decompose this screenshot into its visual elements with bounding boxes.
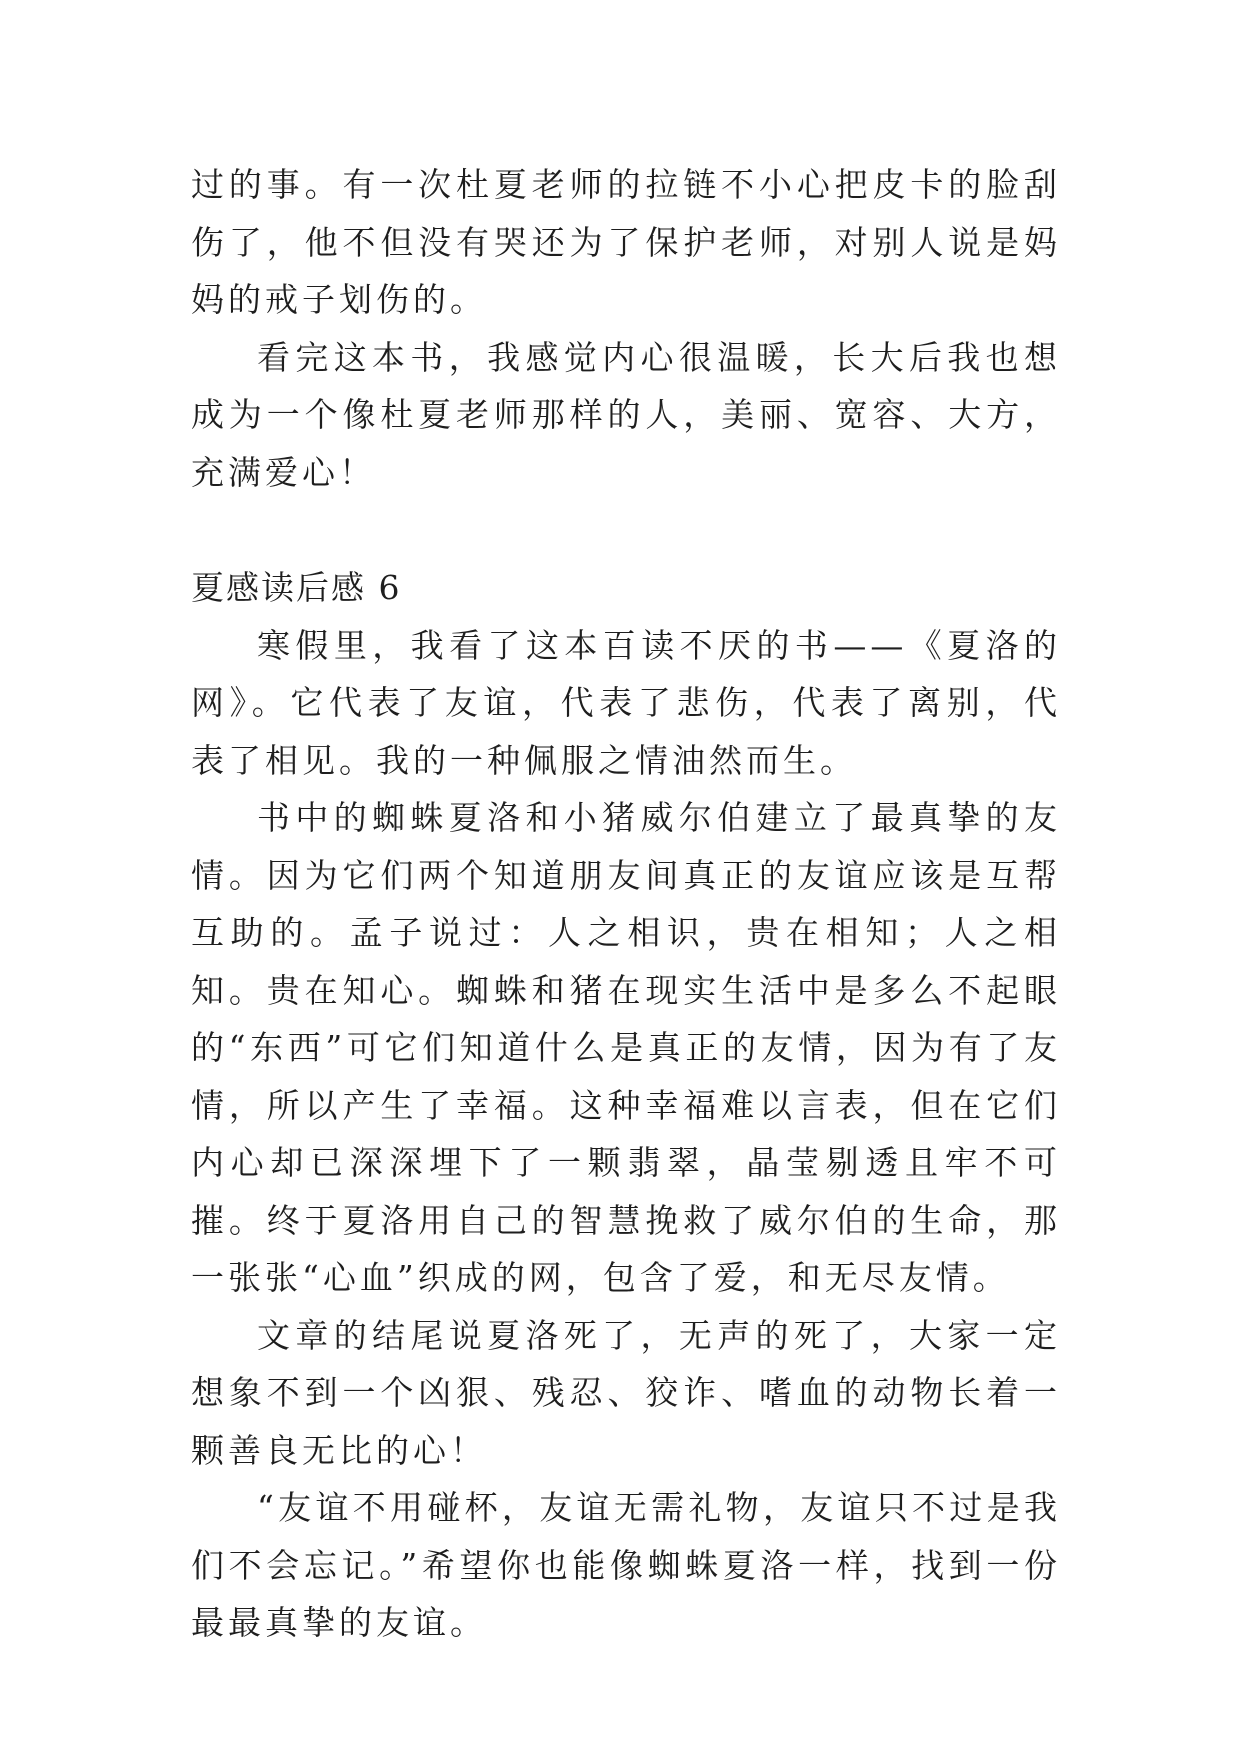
paragraph-quote: “友谊不用碰杯，友谊无需礼物，友谊只不过是我们不会忘记。”希望你也能像蜘蛛夏洛一样，找到一份最最真挚的友谊。 (191, 1488, 1061, 1642)
document-body (191, 156, 1061, 1652)
paragraph-friendship: 书中的蜘蛛夏洛和小猪威尔伯建立了最真挚的友情。因为它们两个知道朋友间真正的友谊应该是互帮互助的。孟子说过：人之相识，贵在相知；人之相知。贵在知心。蜘蛛和猪在现实生活中是多么不起眼的“东西”可它们知道什么是真正的友情，因为有了友情，所以产生了幸福。这种幸福难以言表，但在它们内心却已深深埋下了一颗翡翠，晶莹剔透且牢不可摧。终于夏洛用自己的智慧挽救了威尔伯的生命，那一张张“心血”织成的网，包含了爱，和无尽友情。 (191, 798, 1061, 1297)
paragraph-continuation: 过的事。有一次杜夏老师的拉链不小心把皮卡的脸刮伤了，他不但没有哭还为了保护老师，对别人说是妈妈的戒子划伤的。 (191, 165, 1061, 319)
paragraph-ending: 文章的结尾说夏洛死了，无声的死了，大家一定想象不到一个凶狠、残忍、狡诈、嗜血的动物长着一颗善良无比的心！ (191, 1315, 1061, 1470)
section-heading: 夏感读后感 6 (191, 568, 402, 607)
paragraph-intro: 寒假里，我看了这本百读不厌的书——《夏洛的网》。它代表了友谊，代表了悲伤，代表了离别，代表了相见。我的一种佩服之情油然而生。 (191, 625, 1061, 780)
paragraph-conclusion: 看完这本书，我感觉内心很温暖，长大后我也想成为一个像杜夏老师那样的人，美丽、宽容、大方，充满爱心！ (191, 337, 1061, 492)
